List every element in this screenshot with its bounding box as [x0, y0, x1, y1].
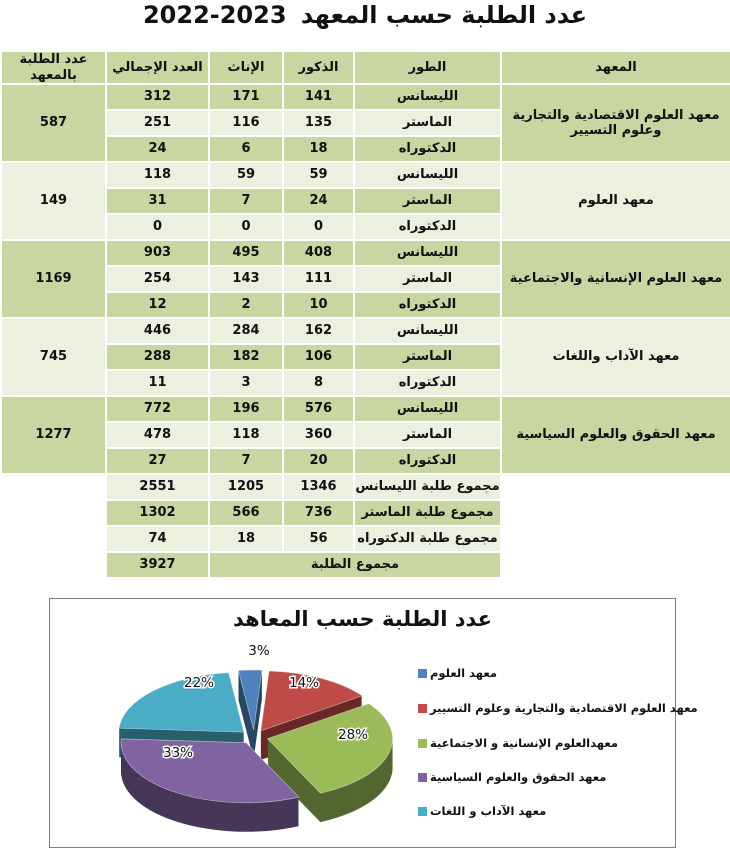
grand-empty-cell [501, 552, 730, 578]
summary-empty-cell [501, 500, 730, 526]
summary-empty-cell [501, 526, 730, 552]
table-row [1, 162, 730, 188]
legend-label: معهد العلوم الاقتصادية والتجارية وعلوم التسيير [430, 701, 698, 715]
total-cell: 31 [106, 188, 209, 214]
header-females: الإناث [209, 51, 283, 84]
phase-cell: الماستر [354, 344, 501, 370]
pie-percent-label: 28% [337, 727, 369, 743]
institute-name-cell: معهد الحقوق والعلوم السياسية [501, 396, 730, 474]
phase-cell: الليسانس [354, 240, 501, 266]
males-cell: 1346 [283, 474, 354, 500]
males-cell: 20 [283, 448, 354, 474]
pie-percent-label: 14% [288, 675, 320, 691]
males-cell: 141 [283, 84, 354, 110]
males-cell: 162 [283, 318, 354, 344]
pie-percent-label: 3% [248, 643, 270, 659]
institute-name-cell: معهد العلوم الإنسانية والاجتماعية [501, 240, 730, 318]
grand-total-value-cell: 3927 [106, 552, 209, 578]
males-cell: 59 [283, 162, 354, 188]
females-cell: 566 [209, 500, 283, 526]
phase-cell: الدكتوراه [354, 292, 501, 318]
females-cell: 18 [209, 526, 283, 552]
summary-row [1, 474, 730, 500]
males-cell: 10 [283, 292, 354, 318]
students-table [0, 50, 730, 579]
phase-cell: الماستر [354, 188, 501, 214]
legend-marker-icon [418, 773, 427, 782]
females-cell: 118 [209, 422, 283, 448]
phase-cell: الماستر [354, 422, 501, 448]
phase-cell: الليسانس [354, 84, 501, 110]
institute-total-cell: 1169 [1, 240, 106, 318]
legend-item [418, 802, 546, 820]
summary-row [1, 500, 730, 526]
institute-name-cell: معهد الآداب واللغات [501, 318, 730, 396]
summary-label-cell: مجموع طلبة الدكتوراه [354, 526, 501, 552]
males-cell: 18 [283, 136, 354, 162]
summary-label-cell: مجموع طلبة الماستر [354, 500, 501, 526]
females-cell: 196 [209, 396, 283, 422]
table-row [1, 84, 730, 110]
grand-empty-cell [1, 552, 106, 578]
chart-title: عدد الطلبة حسب المعاهد [233, 607, 492, 631]
males-cell: 408 [283, 240, 354, 266]
total-cell: 118 [106, 162, 209, 188]
page-title-years: 2023-2022 [142, 1, 287, 29]
total-cell: 2551 [106, 474, 209, 500]
legend-label: معهد الآداب و اللغات [430, 804, 547, 818]
females-cell: 116 [209, 110, 283, 136]
females-cell: 171 [209, 84, 283, 110]
page-title [0, 1, 730, 29]
phase-cell: الماستر [354, 110, 501, 136]
institute-total-cell: 745 [1, 318, 106, 396]
header-males: الذكور [283, 51, 354, 84]
summary-row [1, 526, 730, 552]
summary-label-cell: مجموع طلبة الليسانس [354, 474, 501, 500]
total-cell: 27 [106, 448, 209, 474]
total-cell: 24 [106, 136, 209, 162]
total-cell: 0 [106, 214, 209, 240]
grand-total-row [1, 552, 730, 578]
table-row [1, 396, 730, 422]
phase-cell: الدكتوراه [354, 448, 501, 474]
females-cell: 2 [209, 292, 283, 318]
males-cell: 736 [283, 500, 354, 526]
institute-total-cell: 149 [1, 162, 106, 240]
total-cell: 288 [106, 344, 209, 370]
legend-item [418, 664, 497, 682]
total-cell: 478 [106, 422, 209, 448]
legend-label: معهد العلوم [430, 666, 497, 680]
institute-total-cell: 1277 [1, 396, 106, 474]
total-cell: 903 [106, 240, 209, 266]
males-cell: 8 [283, 370, 354, 396]
phase-cell: الدكتوراه [354, 370, 501, 396]
legend-item [418, 699, 698, 717]
table-row [1, 240, 730, 266]
phase-cell: الدكتوراه [354, 136, 501, 162]
females-cell: 1205 [209, 474, 283, 500]
females-cell: 0 [209, 214, 283, 240]
females-cell: 495 [209, 240, 283, 266]
legend-marker-icon [418, 739, 427, 748]
males-cell: 576 [283, 396, 354, 422]
summary-empty-cell [501, 474, 730, 500]
phase-cell: الليسانس [354, 318, 501, 344]
pie-percent-label: 33% [162, 745, 194, 761]
females-cell: 7 [209, 448, 283, 474]
legend-marker-icon [418, 669, 427, 678]
phase-cell: الليسانس [354, 396, 501, 422]
females-cell: 284 [209, 318, 283, 344]
pie-chart [50, 599, 675, 847]
table-row [1, 318, 730, 344]
header-institute-total: عدد الطلبة بالمعهد [1, 51, 106, 84]
total-cell: 12 [106, 292, 209, 318]
legend-item [418, 734, 618, 752]
total-cell: 446 [106, 318, 209, 344]
institute-name-cell: معهد العلوم [501, 162, 730, 240]
page-title-text: عدد الطلبة حسب المعهد [300, 1, 588, 29]
females-cell: 6 [209, 136, 283, 162]
total-cell: 251 [106, 110, 209, 136]
summary-empty-cell [1, 474, 106, 500]
legend-item [418, 768, 606, 786]
legend-label: معهدالعلوم الإنسانية و الاجتماعية [430, 736, 618, 750]
institute-total-cell: 587 [1, 84, 106, 162]
header-institute: المعهد [501, 51, 730, 84]
females-cell: 59 [209, 162, 283, 188]
total-cell: 312 [106, 84, 209, 110]
males-cell: 111 [283, 266, 354, 292]
total-cell: 772 [106, 396, 209, 422]
phase-cell: الدكتوراه [354, 214, 501, 240]
summary-empty-cell [1, 500, 106, 526]
males-cell: 106 [283, 344, 354, 370]
total-cell: 74 [106, 526, 209, 552]
females-cell: 7 [209, 188, 283, 214]
grand-total-label-cell: مجموع الطلبة [209, 552, 501, 578]
summary-empty-cell [1, 526, 106, 552]
total-cell: 254 [106, 266, 209, 292]
females-cell: 143 [209, 266, 283, 292]
males-cell: 0 [283, 214, 354, 240]
pie-slice [119, 673, 244, 733]
institute-name-cell: معهد العلوم الاقتصادية والتجارية وعلوم التسيير [501, 84, 730, 162]
legend-marker-icon [418, 704, 427, 713]
phase-cell: الليسانس [354, 162, 501, 188]
legend-marker-icon [418, 807, 427, 816]
males-cell: 56 [283, 526, 354, 552]
females-cell: 182 [209, 344, 283, 370]
males-cell: 135 [283, 110, 354, 136]
header-phase: الطور [354, 51, 501, 84]
total-cell: 1302 [106, 500, 209, 526]
table-body [1, 84, 730, 578]
pie-percent-label: 22% [183, 675, 215, 691]
phase-cell: الماستر [354, 266, 501, 292]
chart-box [49, 598, 698, 848]
table-header-row [1, 51, 730, 84]
females-cell: 3 [209, 370, 283, 396]
males-cell: 24 [283, 188, 354, 214]
header-total: العدد الإجمالي [106, 51, 209, 84]
total-cell: 11 [106, 370, 209, 396]
legend-label: معهد الحقوق والعلوم السياسية [430, 770, 607, 784]
males-cell: 360 [283, 422, 354, 448]
